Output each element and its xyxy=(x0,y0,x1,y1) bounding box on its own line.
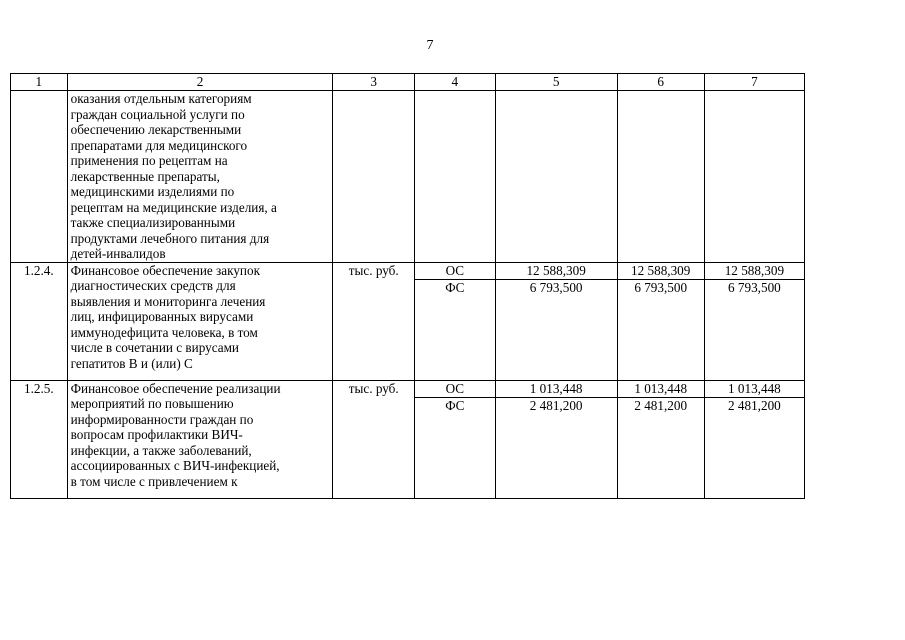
cell-value-6: 2 481,200 xyxy=(617,397,704,498)
cell-value-7: 6 793,500 xyxy=(704,279,804,380)
header-col-7: 7 xyxy=(704,74,804,91)
page-number: 7 xyxy=(426,38,434,53)
header-col-1: 1 xyxy=(11,74,68,91)
cell-source: ОС xyxy=(415,380,496,397)
cell-value-5: 6 793,500 xyxy=(495,279,617,380)
cell-num: 1.2.4. xyxy=(11,262,68,380)
header-col-4: 4 xyxy=(415,74,496,91)
cell-value-6: 6 793,500 xyxy=(617,279,704,380)
table-row xyxy=(11,380,805,397)
cell-source: ФС xyxy=(415,397,496,498)
cell-source: ОС xyxy=(415,262,496,279)
header-col-6: 6 xyxy=(617,74,704,91)
cell-num xyxy=(11,91,68,263)
cell-description: Финансовое обеспечение закупок диагностических средств для выявления и мониторинга лечения лиц, инфицированных вирусами иммунодефицита человека, в том числе в сочетании с вирусами гепатитов В и (или) С xyxy=(67,262,333,380)
cell-description: Финансовое обеспечение реализации мероприятий по повышению информированности граждан по вопросам профилактики ВИЧ- инфекции, а также заболеваний, ассоциированных с ВИЧ-инфекцией, в том числе с привлечением к xyxy=(67,380,333,498)
cell-value-5: 1 013,448 xyxy=(495,380,617,397)
cell-value-7: 2 481,200 xyxy=(704,397,804,498)
cell-source xyxy=(415,91,496,263)
header-col-2: 2 xyxy=(67,74,333,91)
cell-num: 1.2.5. xyxy=(11,380,68,498)
cell-value-6: 12 588,309 xyxy=(617,262,704,279)
budget-table xyxy=(10,73,805,499)
cell-value-5: 12 588,309 xyxy=(495,262,617,279)
table-row xyxy=(11,262,805,279)
table-row-continuation xyxy=(11,91,805,263)
cell-value-5 xyxy=(495,91,617,263)
header-col-5: 5 xyxy=(495,74,617,91)
cell-description: оказания отдельным категориям граждан социальной услуги по обеспечению лекарственными препаратами для медицинского применения по рецептам на лекарственные препараты, медицинскими изделиями по рецептам на медицинские изделия, а также специализированными продуктами лечебного питания для детей-инвалидов xyxy=(67,91,333,263)
cell-unit: тыс. руб. xyxy=(333,380,415,498)
cell-value-5: 2 481,200 xyxy=(495,397,617,498)
cell-value-7: 12 588,309 xyxy=(704,262,804,279)
cell-value-7 xyxy=(704,91,804,263)
header-row xyxy=(11,74,805,91)
cell-unit: тыс. руб. xyxy=(333,262,415,380)
cell-value-6: 1 013,448 xyxy=(617,380,704,397)
cell-value-7: 1 013,448 xyxy=(704,380,804,397)
cell-unit xyxy=(333,91,415,263)
cell-value-6 xyxy=(617,91,704,263)
cell-source: ФС xyxy=(415,279,496,380)
header-col-3: 3 xyxy=(333,74,415,91)
